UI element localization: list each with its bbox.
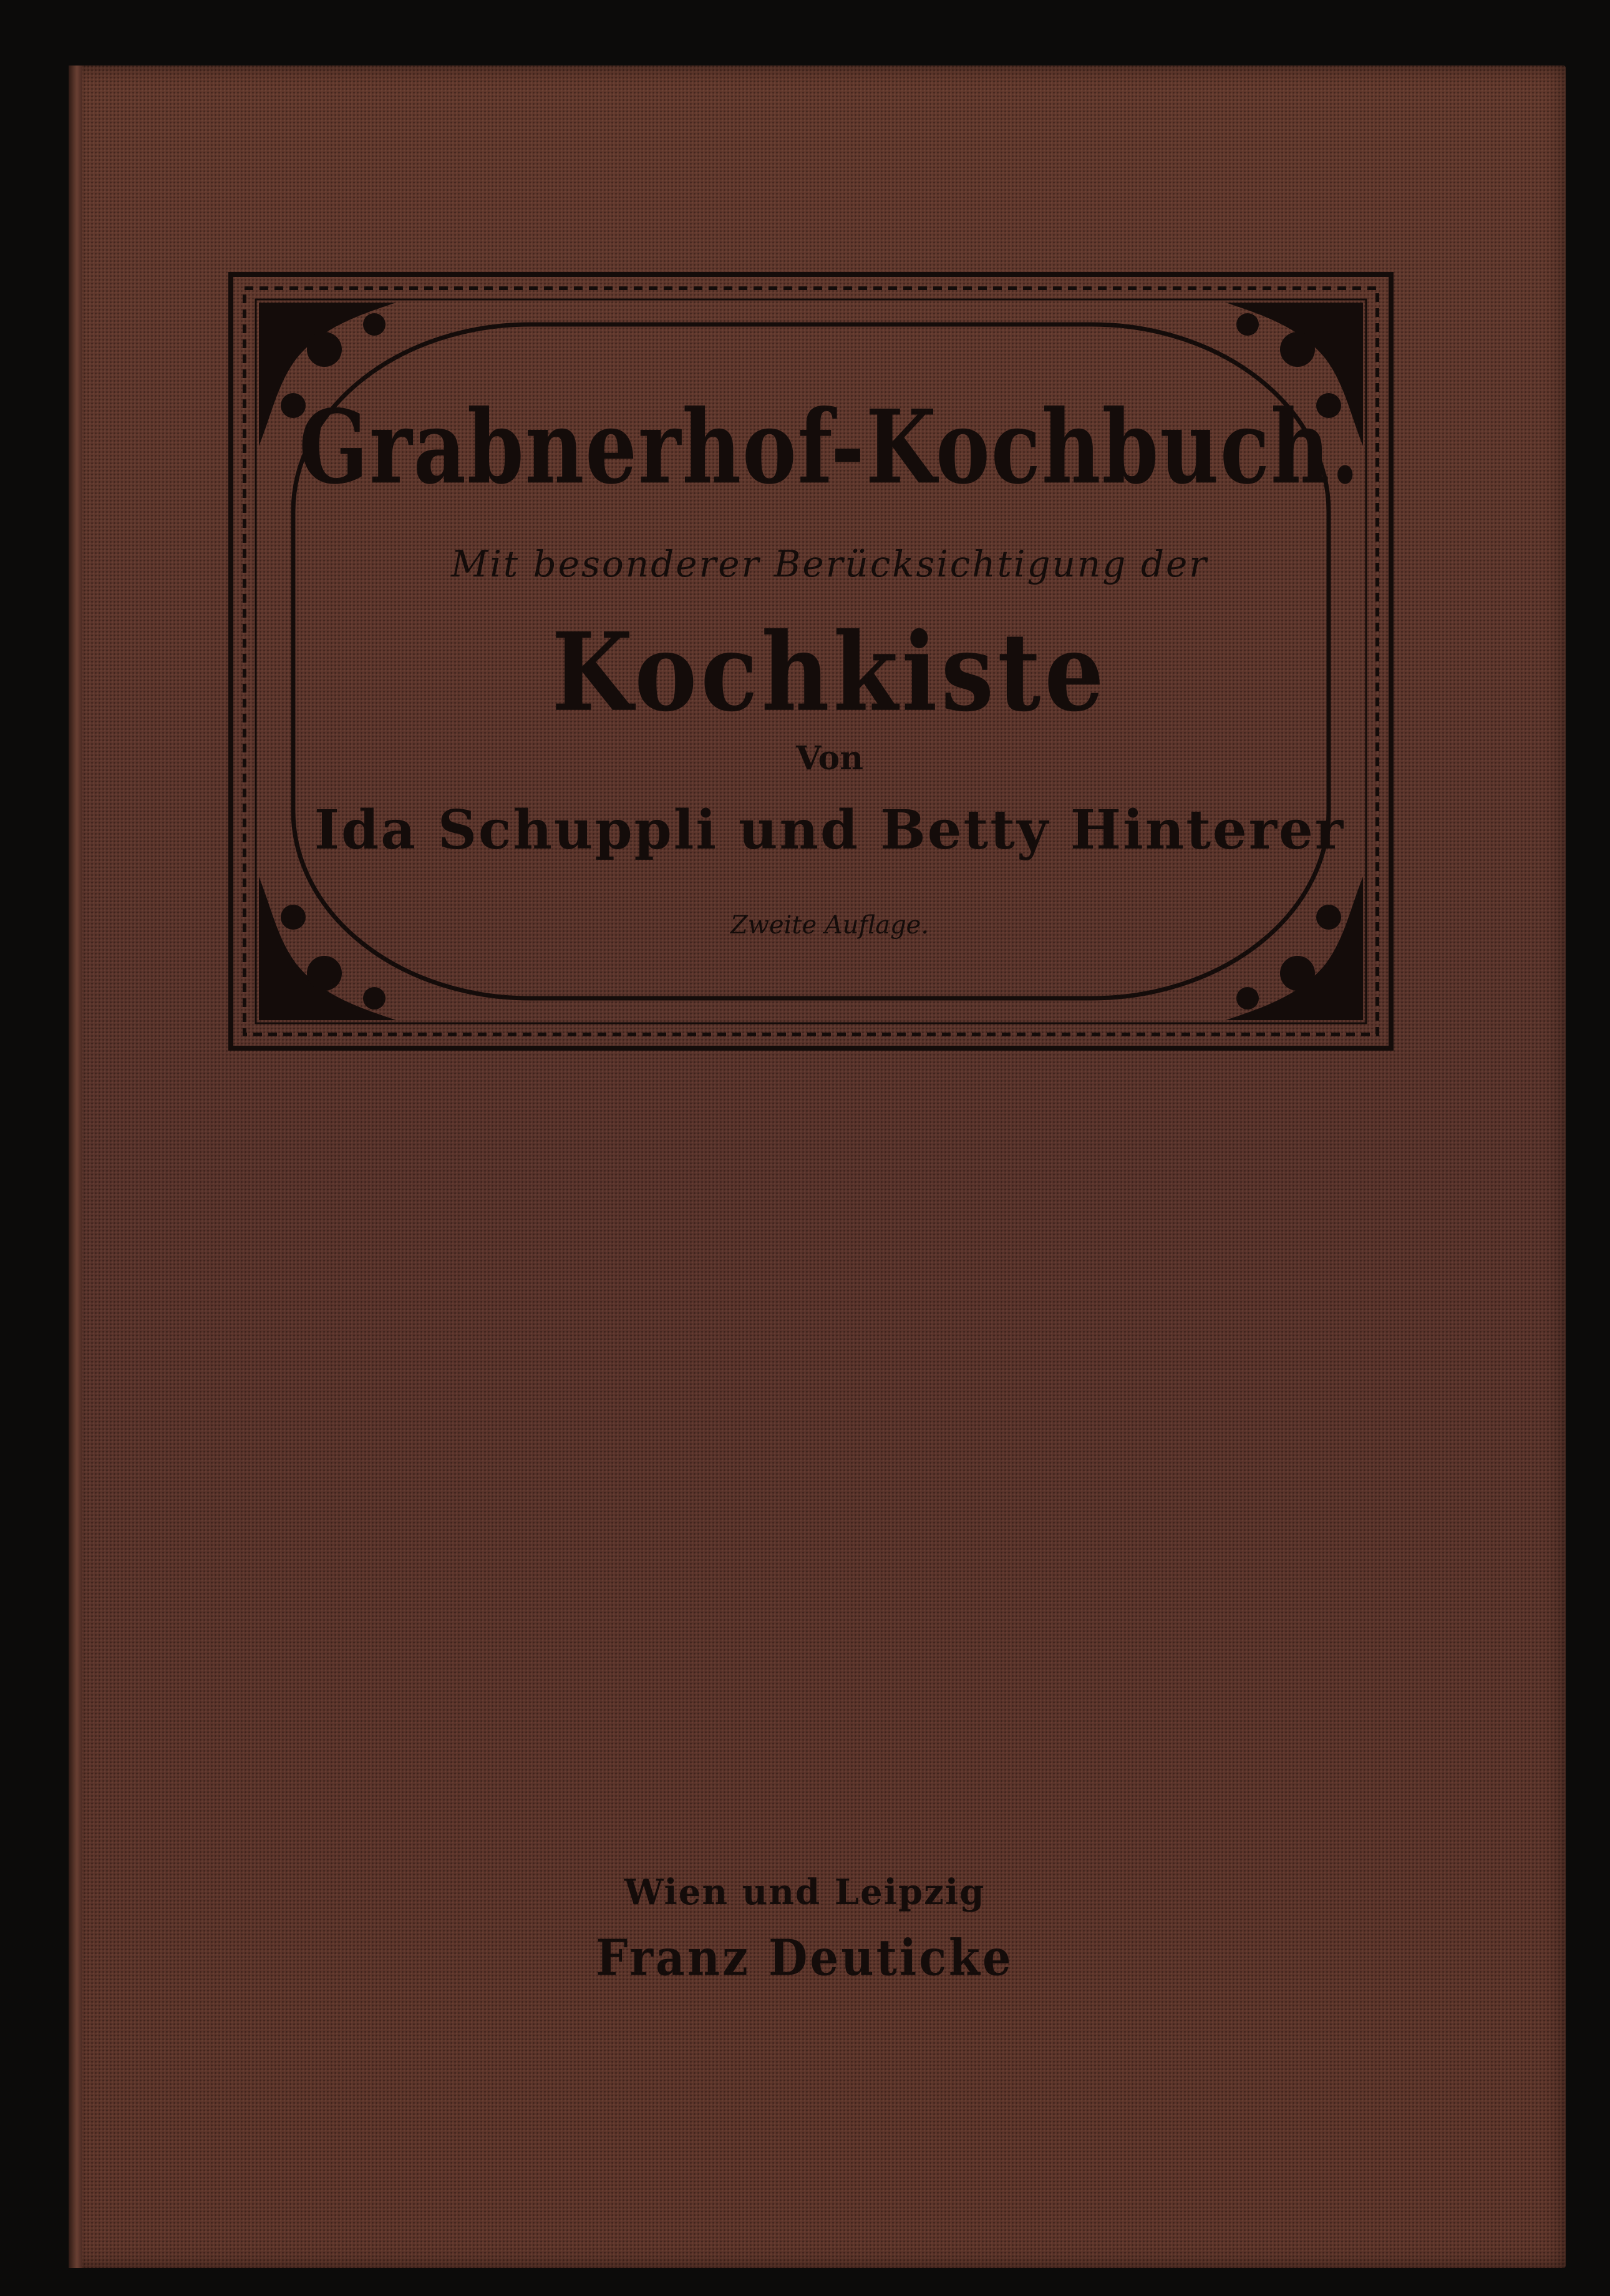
publication-place: Wien und Leipzig [624,1872,986,1913]
publisher: Franz Deuticke [596,1928,1014,1987]
by-line: Von [795,739,864,777]
authors: Ida Schuppli und Betty Hinterer [314,799,1346,862]
floral-ornament-icon [259,877,396,1020]
book-subtitle: Mit besonderer Berücksichtigung der [450,543,1209,585]
book-main-title: Kochkiste [551,609,1108,736]
floral-ornament-icon [1226,877,1363,1020]
book-title: Grabnerhof-Kochbuch. [299,387,1360,507]
edition: Zweite Auflage. [730,911,929,940]
